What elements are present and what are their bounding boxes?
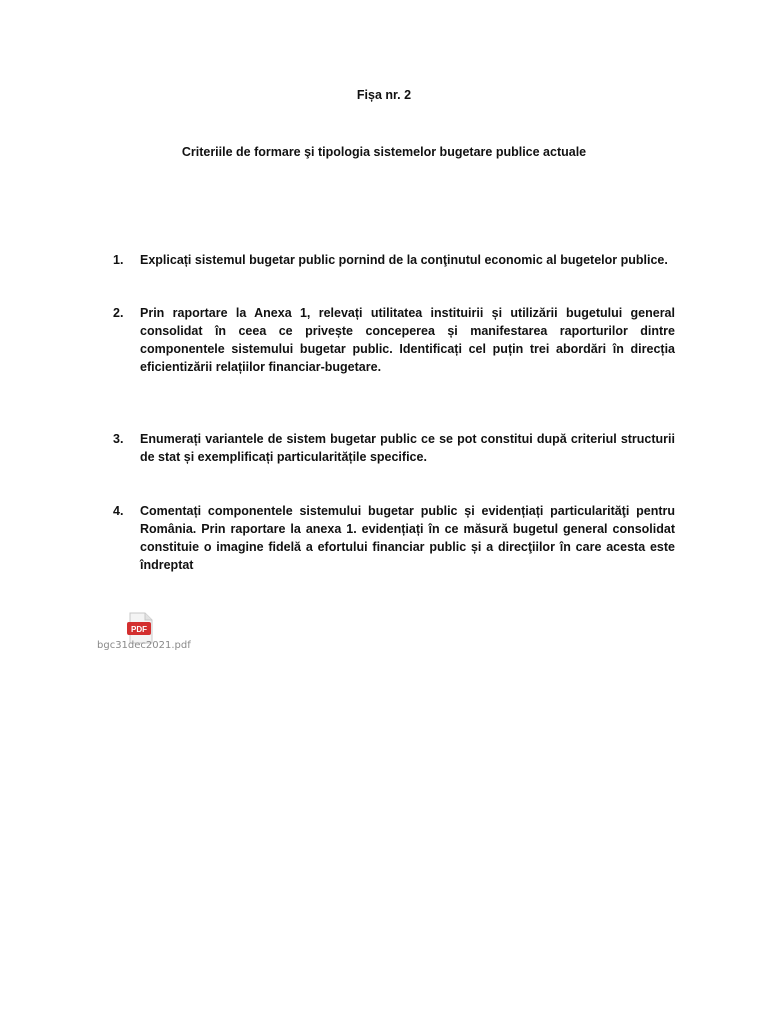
question-item [113,304,675,376]
question-item [113,430,675,466]
question-number: 3. [113,432,124,446]
question-number: 1. [113,253,124,267]
question-number: 4. [113,504,124,518]
question-number: 2. [113,306,124,320]
question-text: Explicați sistemul bugetar public pornind de la conţinutul economic al bugetelor publice. [140,253,668,267]
question-text: Enumerați variantele de sistem bugetar public ce se pot constitui după criteriul structurii de stat și exemplificați particularitățile specifice. [140,432,675,464]
sheet-number: Fișa nr. 2 [356,88,412,102]
question-item [113,251,675,269]
question-item [113,502,675,574]
document-title: Criteriile de formare şi tipologia sistemelor bugetare publice actuale [181,145,587,159]
question-text: Prin raportare la Anexa 1, relevați utilitatea instituirii și utilizării bugetului general consolidat în ceea ce privește conceperea și manifestarea raporturilor dintre componentele sistemului bugetar public. Identificați cel puțin trei abordări în direcția eficientizării relațiilor financiar-bugetare. [140,306,675,374]
attachment-filename: bgc31dec2021.pdf [97,640,191,651]
question-text: Comentați componentele sistemului bugetar public și evidențiați particularităţi pentru România. Prin raportare la anexa 1. evidențiați în ce măsură bugetul general consolidat constituie o imagine fidelă a efortului financiar public și a direcţiilor în care acesta este îndreptat [140,504,675,572]
pdf-attachment[interactable] [97,612,197,658]
pdf-icon-label: PDF [131,625,147,634]
